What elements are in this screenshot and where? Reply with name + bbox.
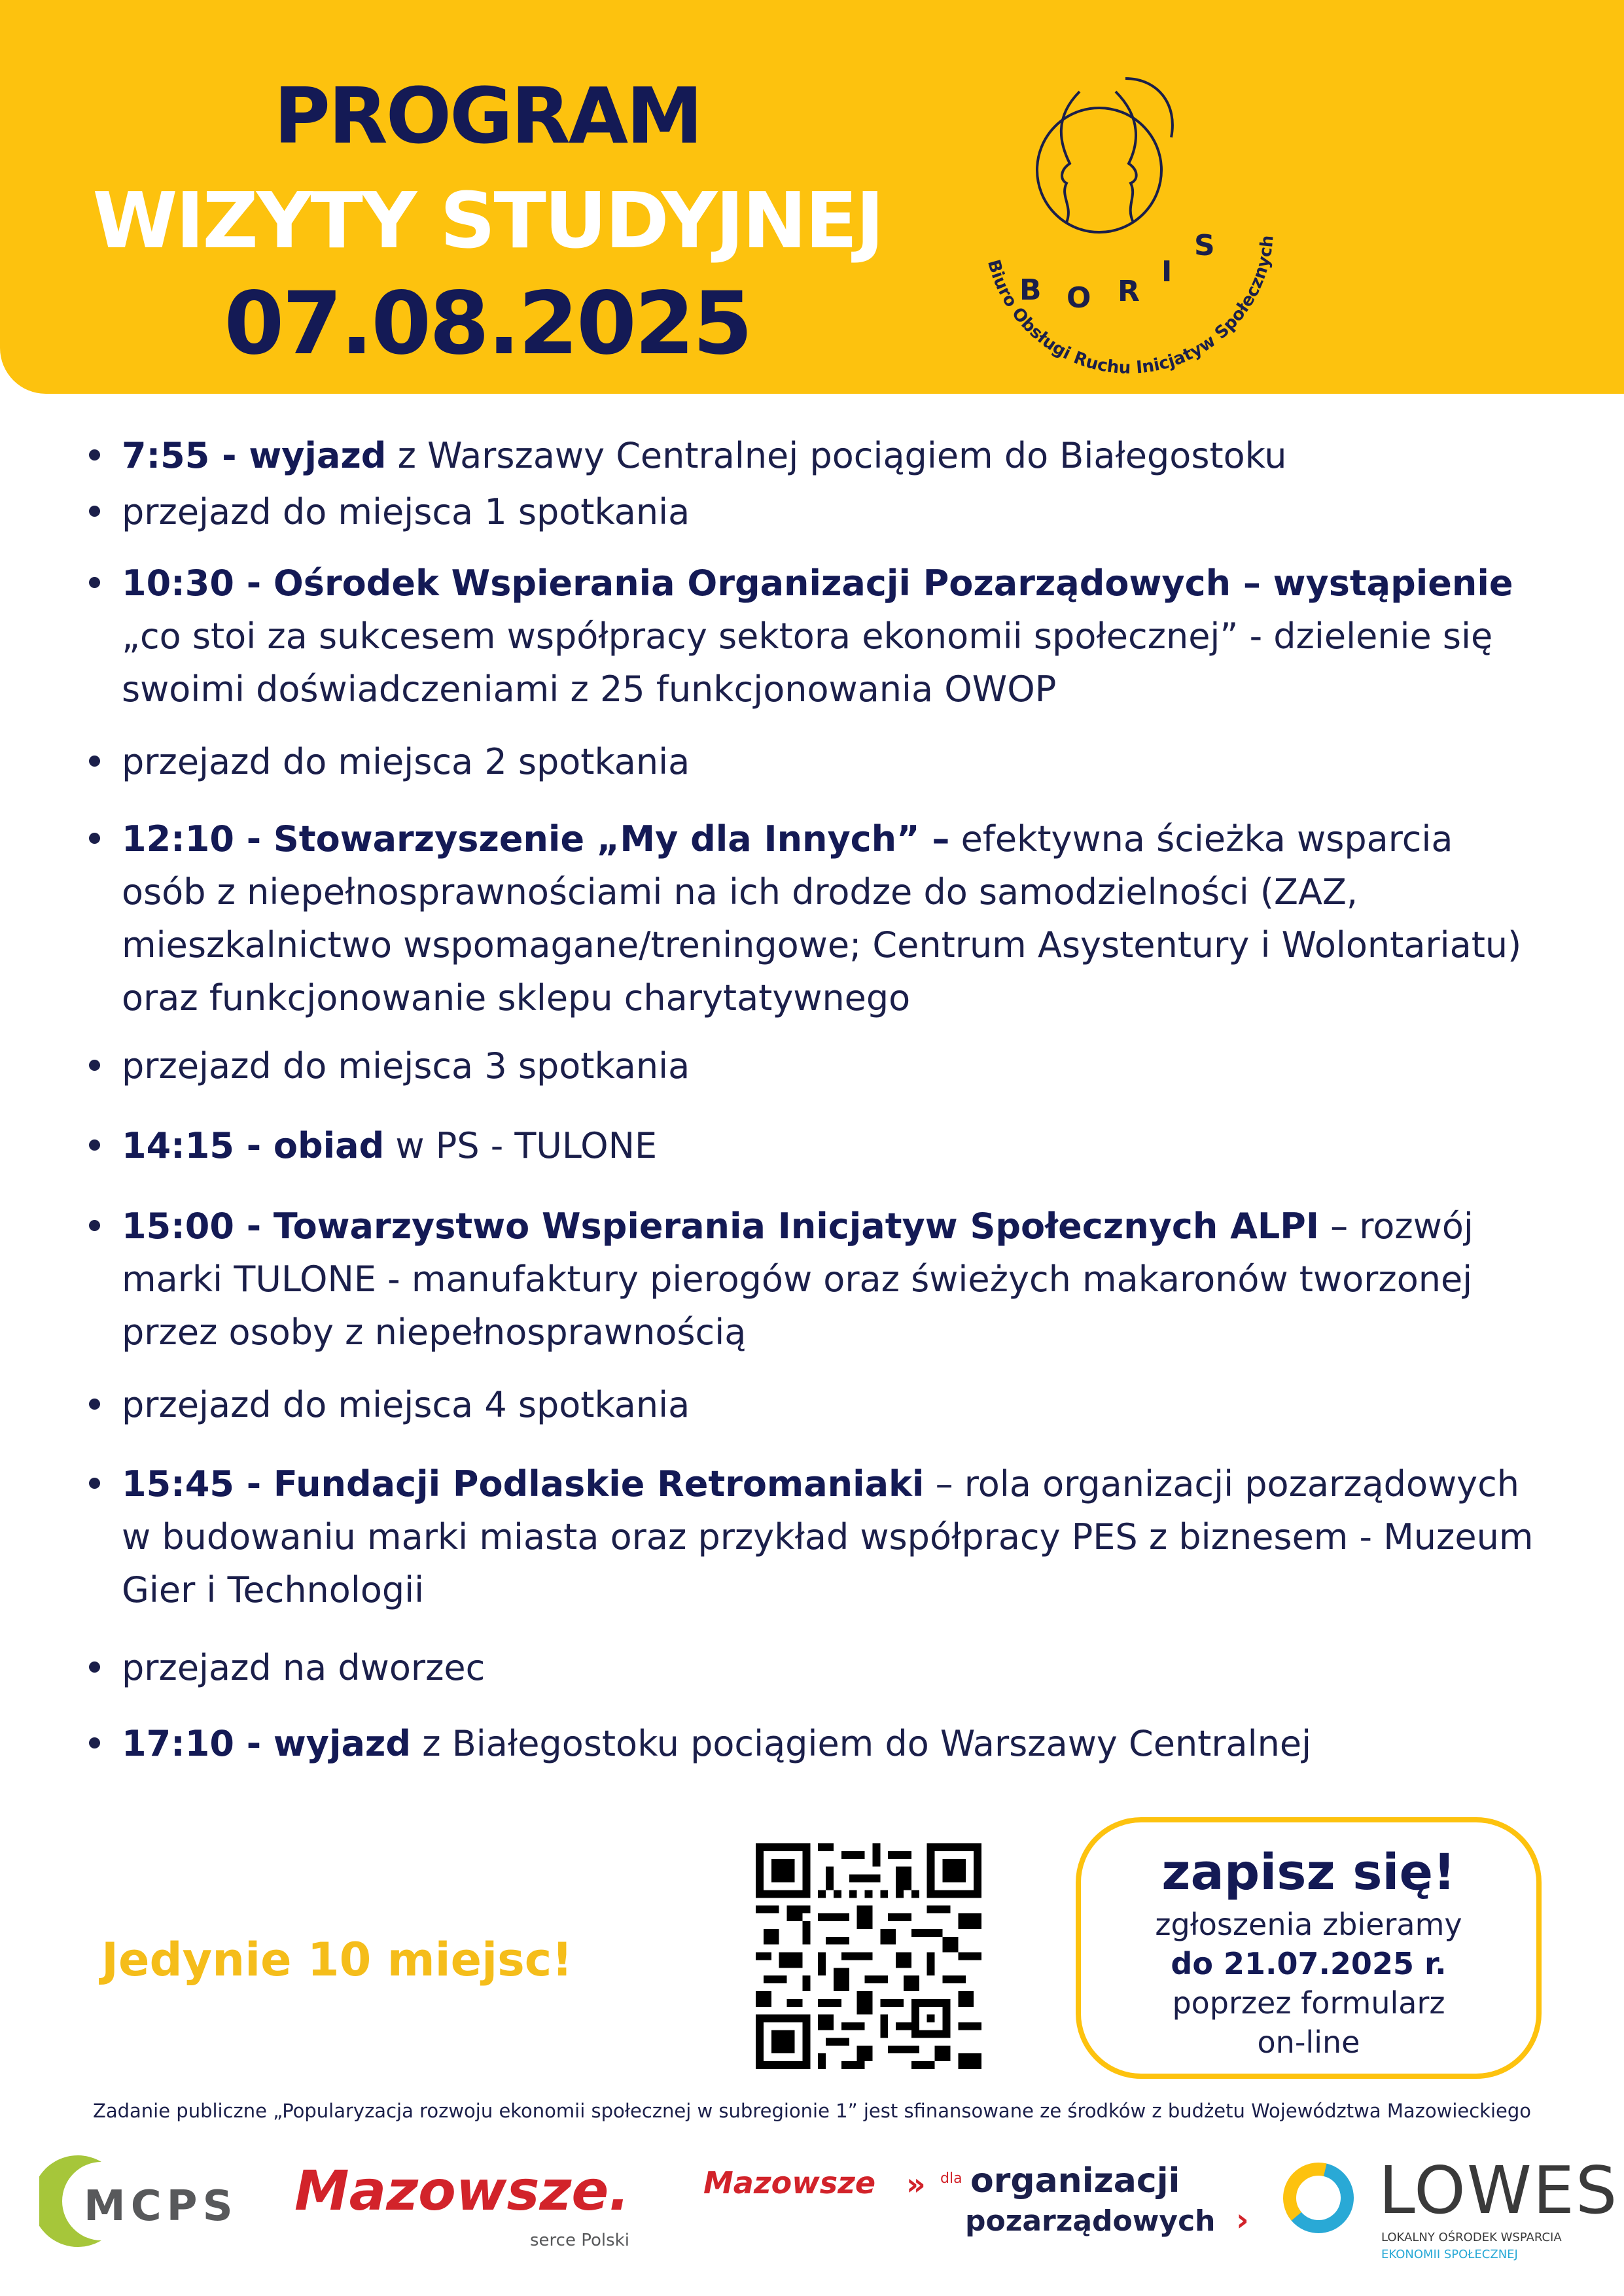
chevron-right-icon: »	[906, 2166, 926, 2202]
title-date: 07.08.2025	[224, 273, 751, 374]
agenda-item: 15:00 - Towarzystwo Wspierania Inicjatyw Społecznych ALPI – rozwój marki TULONE - manufaktury pierogów oraz świeżych makaronów tworzonej przez osoby z niepełnosprawnością	[122, 1200, 1548, 1359]
qr-code[interactable]	[756, 1843, 981, 2069]
agenda-item: przejazd do miejsca 1 spotkania	[122, 485, 1548, 538]
signup-line4: on-line	[1257, 2025, 1360, 2060]
chevron-icon: ›	[1236, 2202, 1249, 2238]
seats-limit-text: Jedynie 10 miejsc!	[101, 1933, 573, 1987]
logo-arc-text: Biuro Obsługi Ruchu Inicjatyw Społecznych	[983, 234, 1278, 378]
org-text-2: pozarządowych	[965, 2204, 1216, 2238]
signup-heading: zapisz się!	[1161, 1843, 1456, 1901]
agenda-item: 10:30 - Ośrodek Wspierania Organizacji Pozarządowych – wystąpienie „co stoi za sukcesem współpracy sektora ekonomii społecznej” - dzielenie się swoimi doświadczeniami z 25 funkcjonowania OWOP	[122, 557, 1548, 716]
agenda-item: przejazd do miejsca 3 spotkania	[122, 1039, 1548, 1092]
header-banner	[0, 0, 1624, 394]
lowes-ring-icon	[1279, 2159, 1358, 2237]
signup-box	[1076, 1817, 1542, 2079]
mcps-logo	[39, 2152, 236, 2257]
agenda-item: przejazd na dworzec	[122, 1641, 1548, 1694]
agenda-item: 7:55 - wyjazd z Warszawy Centralnej pociągiem do Białegostoku	[122, 429, 1548, 482]
logo-letter-i: I	[1161, 255, 1173, 288]
title-program: PROGRAM	[274, 71, 701, 161]
mazowsze-tagline: serce Polski	[530, 2231, 629, 2250]
funding-note: Zadanie publiczne „Popularyzacja rozwoju ekonomii społecznej w subregionie 1” jest sfinansowane ze środków z budżetu Województwa Mazowieckiego	[92, 2100, 1532, 2122]
title-wizyty: WIZYTY STUDYJNEJ	[92, 175, 883, 266]
lowes-sub1: LOKALNY OŚRODEK WSPARCIA	[1381, 2231, 1562, 2244]
logo-letter-s: S	[1194, 229, 1215, 262]
lowes-logo	[1279, 2152, 1619, 2270]
mazowsze-small-text: Mazowsze	[703, 2165, 876, 2200]
mazowsze-ngo-logo	[703, 2161, 1266, 2270]
logo-letter-o: O	[1067, 281, 1091, 315]
agenda-item: przejazd do miejsca 2 spotkania	[122, 735, 1548, 788]
agenda-item: 15:45 - Fundacji Podlaskie Retromaniaki – rola organizacji pozarządowych w budowaniu marki miasta oraz przykład współpracy PES z biznesem - Muzeum Gier i Technologii	[122, 1457, 1548, 1616]
signup-deadline: do 21.07.2025 r.	[1171, 1946, 1447, 1981]
mcps-text: MCPS	[84, 2182, 238, 2231]
signup-line3: poprzez formularz	[1172, 1985, 1445, 2021]
logo-letter-r: R	[1118, 275, 1140, 308]
mazowsze-text: Mazowsze.	[294, 2159, 630, 2223]
faces-icon	[1037, 78, 1173, 232]
lowes-sub2: EKONOMII SPOŁECZNEJ	[1381, 2248, 1518, 2261]
lowes-text: LOWES	[1379, 2152, 1619, 2229]
dla-text: dla	[940, 2170, 962, 2187]
org-text-1: organizacji	[970, 2161, 1180, 2200]
signup-line1: zgłoszenia zbieramy	[1155, 1907, 1462, 1942]
logo-letter-b: B	[1019, 273, 1042, 307]
agenda-item: 17:10 - wyjazd z Białegostoku pociągiem do Warszawy Centralnej	[122, 1717, 1548, 1770]
mazowsze-logo	[294, 2159, 661, 2263]
agenda-item: 14:15 - obiad w PS - TULONE	[122, 1119, 1548, 1172]
boris-logo	[962, 65, 1302, 386]
sponsor-logos	[0, 2139, 1624, 2296]
agenda-item: 12:10 - Stowarzyszenie „My dla Innych” – efektywna ścieżka wsparcia osób z niepełnosprawnościami na ich drodze do samodzielności (ZAZ, mieszkalnictwo wspomagane/treningowe; Centrum Asystentury i Wolontariatu) oraz funkcjonowanie sklepu charytatywnego	[122, 812, 1548, 1024]
agenda-item: przejazd do miejsca 4 spotkania	[122, 1378, 1548, 1431]
